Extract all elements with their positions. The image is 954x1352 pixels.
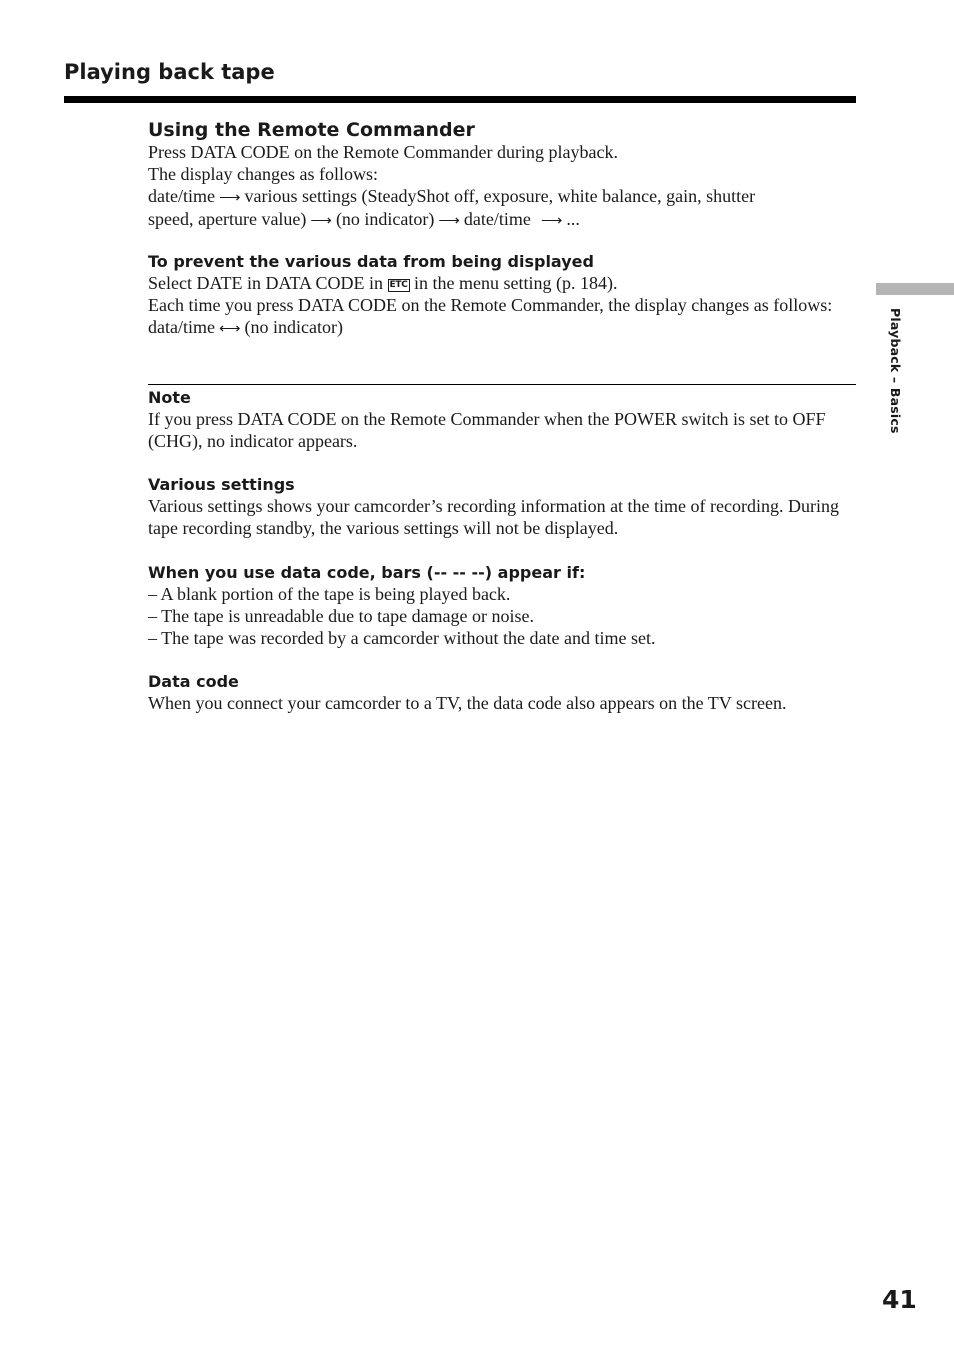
etc-menu-icon: ETC (389, 280, 408, 290)
seq-speed-aperture: speed, aperture value) (148, 209, 307, 230)
datacode-heading: Data code (148, 672, 239, 691)
seq-no-indicator: (no indicator) (335, 209, 435, 230)
seq-no-indicator: (no indicator) (244, 316, 343, 337)
arrow-right-icon: ⟶ (438, 213, 460, 230)
arrow-right-icon: ⟶ (218, 189, 241, 206)
list-item: – The tape is unreadable due to tape damage or noise. (148, 605, 535, 626)
remote-commander-section (148, 118, 848, 233)
seq-date-time: date/time (148, 185, 215, 206)
note-heading: Note (148, 388, 191, 407)
page-number: 41 (882, 1285, 917, 1314)
paragraph-line: The display changes as follows: (148, 163, 378, 184)
seq-ellipsis: ... (566, 209, 580, 230)
sequence-line (148, 317, 848, 341)
header-rule (64, 96, 856, 103)
section-title: Playing back tape (64, 60, 275, 84)
bars-heading: When you use data code, bars (-- -- --) appear if: (148, 563, 586, 582)
seq-date-time: date/time (463, 209, 531, 230)
prevent-paragraph: Each time you press DATA CODE on the Remote Commander, the display changes as follows: (148, 294, 833, 315)
bars-section (148, 562, 848, 649)
various-heading: Various settings (148, 475, 295, 494)
seq-data-time: data/time (148, 316, 215, 337)
paragraph-line: Press DATA CODE on the Remote Commander during playback. (148, 142, 618, 162)
list-item: – The tape was recorded by a camcorder without the date and time set. (148, 627, 656, 648)
various-section (148, 474, 848, 540)
various-text: Various settings shows your camcorder’s recording information at the time of recording. During tape recording standby, the various settings will not be displayed. (148, 496, 839, 538)
datacode-text: When you connect your camcorder to a TV, the data code also appears on the TV screen. (148, 693, 787, 713)
prevent-heading: To prevent the various data from being displayed (148, 252, 594, 271)
side-tab-bar (876, 283, 954, 295)
seq-various-settings: various settings (SteadyShot off, exposure, white balance, gain, shutter (244, 185, 756, 206)
arrow-both-icon: ⟷ (218, 320, 241, 337)
arrow-right-icon: ⟶ (540, 213, 563, 230)
sequence-line (148, 186, 848, 210)
prevent-text-pre: Select DATE in DATA CODE in (148, 273, 384, 293)
side-tab-label: Playback – Basics (888, 308, 903, 434)
prevent-text-post: in the menu setting (p. 184). (414, 273, 618, 293)
sequence-line (148, 209, 848, 233)
remote-commander-heading: Using the Remote Commander (148, 119, 475, 141)
note-text: If you press DATA CODE on the Remote Commander when the POWER switch is set to OFF (CHG), no indicator appears. (148, 409, 826, 451)
note-rule (148, 384, 856, 385)
list-item: – A blank portion of the tape is being played back. (148, 584, 511, 604)
arrow-right-icon: ⟶ (310, 213, 332, 230)
note-section (148, 387, 848, 453)
prevent-line (148, 273, 848, 295)
prevent-section (148, 251, 848, 340)
datacode-section (148, 671, 848, 715)
